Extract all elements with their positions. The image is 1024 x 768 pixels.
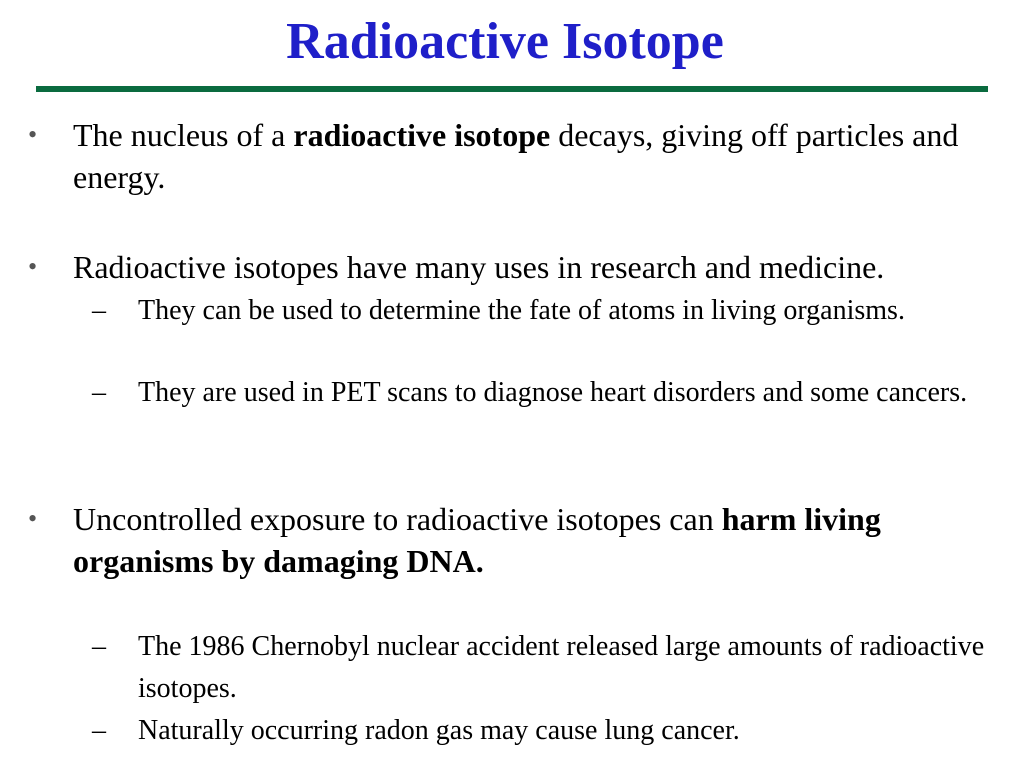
sub-item-text: The 1986 Chernobyl nuclear accident released large amounts of radioactive isotopes. bbox=[138, 631, 985, 704]
bullet-text-bold: radioactive isotope bbox=[293, 117, 551, 153]
bullet-text bbox=[73, 114, 1013, 198]
bullet-item-2 bbox=[28, 246, 1013, 288]
bullet-item-3 bbox=[28, 498, 1013, 582]
bullet-text: Radioactive isotopes have many uses in research and medicine. bbox=[73, 249, 885, 285]
dash-icon: – bbox=[92, 377, 106, 408]
sub-item bbox=[92, 710, 1017, 752]
sub-item bbox=[92, 290, 1017, 332]
bullet-text-plain: decays, giving off particles and energy. bbox=[73, 117, 959, 195]
sub-item-text: They can be used to determine the fate of atoms in living organisms. bbox=[138, 295, 905, 326]
bullet-dot-icon: • bbox=[28, 120, 38, 149]
bullet-text bbox=[73, 498, 1013, 582]
dash-icon: – bbox=[92, 295, 106, 326]
bullet-text-plain: Uncontrolled exposure to radioactive isotopes can bbox=[73, 501, 722, 537]
bullet-text-plain: The nucleus of a bbox=[73, 117, 294, 153]
bullet-dot-icon: • bbox=[28, 504, 38, 533]
bullet-text-bold: harm living organisms by damaging DNA. bbox=[73, 501, 881, 579]
dash-icon: – bbox=[92, 715, 106, 746]
slide-title: Radioactive Isotope bbox=[286, 13, 724, 70]
sub-item bbox=[92, 372, 1017, 414]
bullet-item-1 bbox=[28, 114, 1013, 198]
sub-item-text: They are used in PET scans to diagnose heart disorders and some cancers. bbox=[138, 377, 968, 408]
sub-item bbox=[92, 626, 1017, 710]
bullet-dot-icon: • bbox=[28, 252, 38, 281]
dash-icon: – bbox=[92, 631, 106, 662]
sub-item-text: Naturally occurring radon gas may cause lung cancer. bbox=[138, 715, 740, 746]
